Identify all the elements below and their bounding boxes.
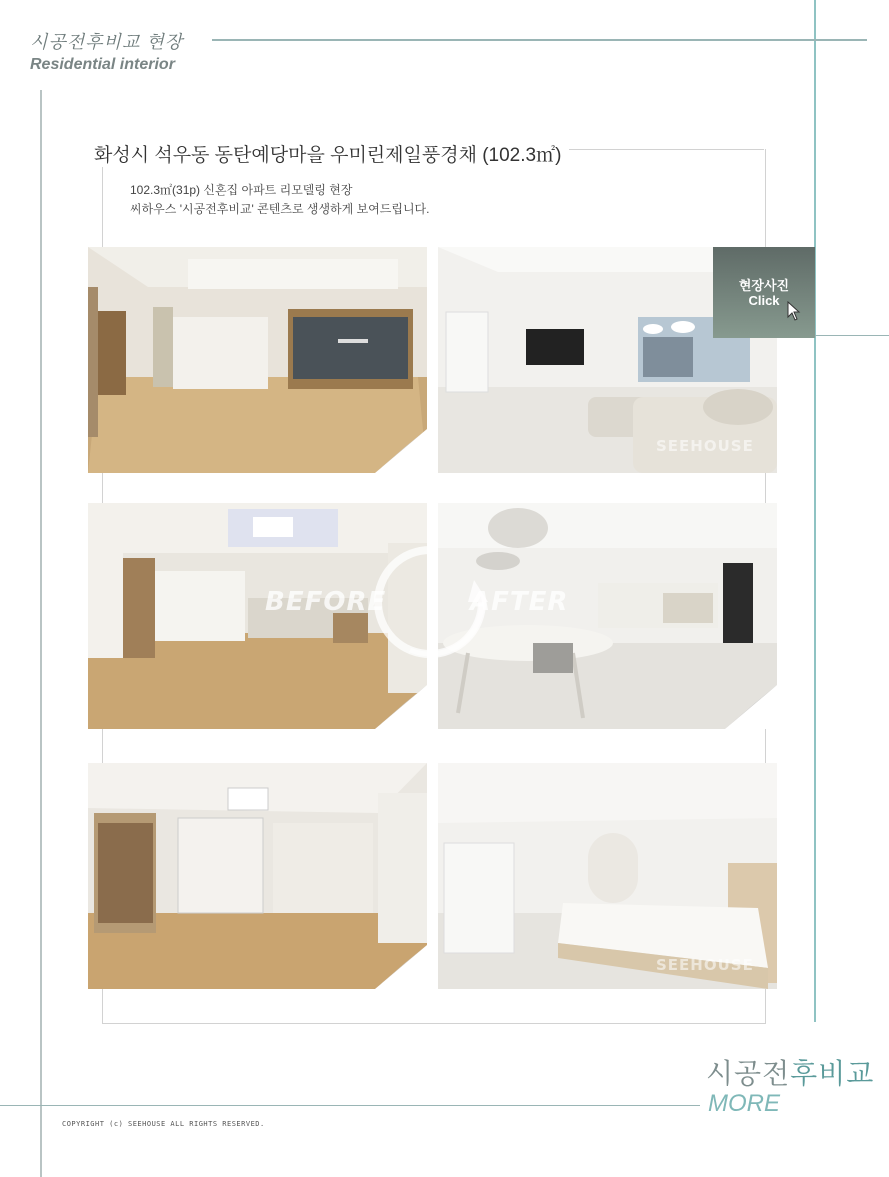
top-divider-line <box>212 39 867 41</box>
frame-top-line <box>548 149 764 150</box>
click-connector-line <box>815 335 889 336</box>
more-ko-part1: 시공전 <box>706 1058 791 1089</box>
before-photo-bedroom[interactable] <box>88 763 427 989</box>
right-divider-line <box>814 0 816 1022</box>
description-line-1: 102.3㎡(31p) 신혼집 아파트 리모델링 현장 <box>130 183 353 197</box>
after-label: AFTER <box>470 587 569 617</box>
copyright: COPYRIGHT (c) SEEHOUSE ALL RIGHTS RESERVED. <box>62 1120 265 1128</box>
seehouse-watermark: SEEHOUSE <box>656 437 754 455</box>
before-label: BEFORE <box>265 587 387 617</box>
section-title-en: Residential interior <box>30 56 175 73</box>
page-curl-icon <box>375 685 427 729</box>
more-link[interactable]: MORE <box>708 1090 780 1117</box>
seehouse-watermark-2: SEEHOUSE <box>656 956 754 974</box>
page-title: 화성시 석우동 동탄예당마을 우미린제일풍경채 (102.3㎡) <box>94 140 569 167</box>
description <box>130 181 429 219</box>
after-photo-bedroom[interactable] <box>438 763 777 989</box>
page-curl-icon <box>725 685 777 729</box>
bottom-divider-line <box>0 1105 700 1106</box>
page-curl-icon <box>375 945 427 989</box>
site-photo-click-button[interactable] <box>713 247 815 338</box>
click-label: Click <box>748 293 780 308</box>
site-photo-label: 현장사진 <box>738 278 790 293</box>
page-curl-icon <box>375 429 427 473</box>
more-ko-part2: 후비교 <box>790 1058 875 1089</box>
cursor-icon <box>787 301 801 321</box>
section-title-ko: 시공전후비교 현장 <box>30 32 184 52</box>
description-line-2: 씨하우스 '시공전후비교' 콘텐츠로 생생하게 보여드립니다. <box>130 202 430 216</box>
compare-more-link[interactable] <box>706 1052 874 1092</box>
left-divider-line <box>40 90 42 1177</box>
before-photo-living-room[interactable] <box>88 247 427 473</box>
